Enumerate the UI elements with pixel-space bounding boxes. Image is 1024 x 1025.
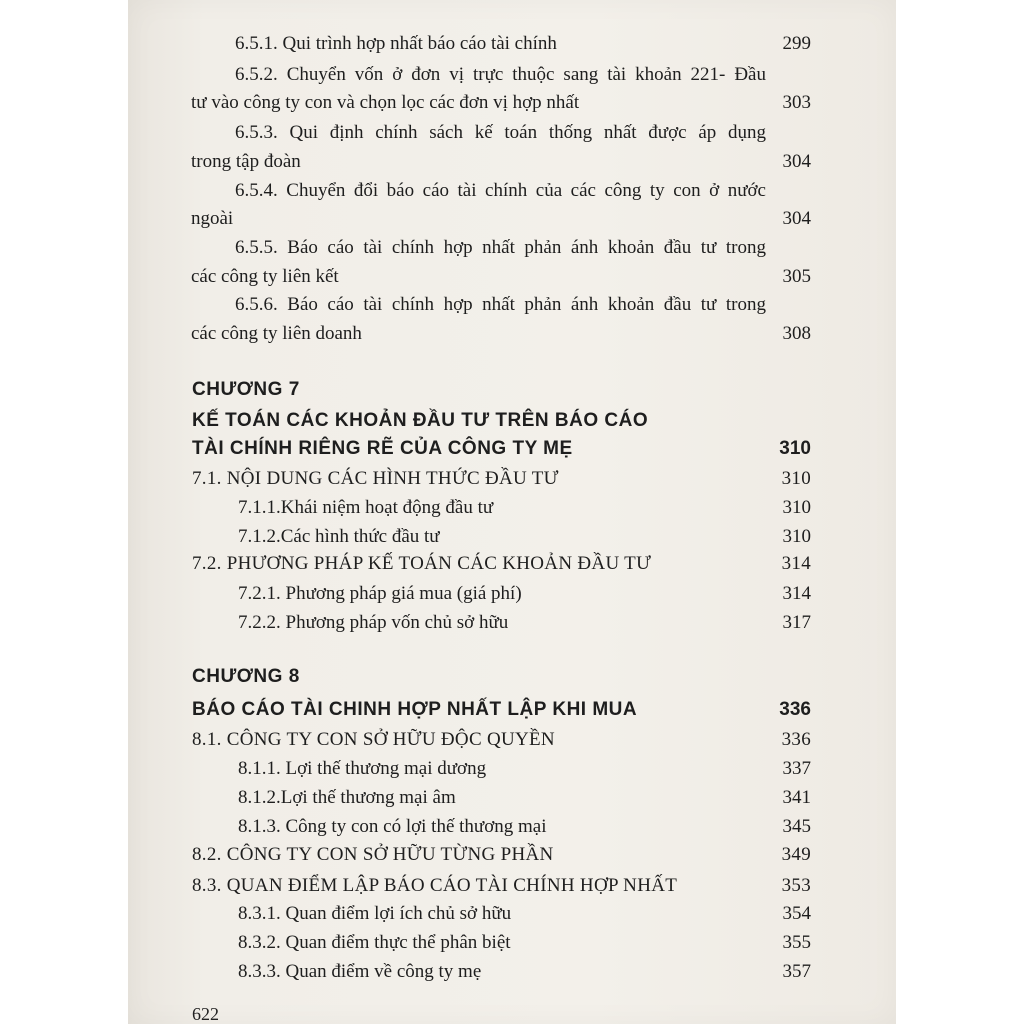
toc-entry-6-5-3-line1 [128,118,896,148]
toc-entry-8-1-3 [128,812,896,842]
toc-entry-title: 6.5.6. Báo cáo tài chính hợp nhất phản ánh khoản đầu tư trong [235,294,766,315]
toc-section-title: 7.2. PHƯƠNG PHÁP KẾ TOÁN CÁC KHOẢN ĐẦU TƯ [192,553,652,574]
chapter-7-label [128,375,896,405]
toc-section-8-2 [128,840,896,870]
toc-entry-6-5-6-line2 [128,319,896,349]
chapter-label: CHƯƠNG 7 [192,379,300,400]
toc-entry-6-5-3-line2 [128,147,896,177]
toc-entry-8-3-2 [128,928,896,958]
toc-page-number: 303 [782,92,811,113]
toc-entry-6-5-5-line2 [128,262,896,292]
toc-entry-title: 6.5.2. Chuyển vốn ở đơn vị trực thuộc sang tài khoản 221- Đầu [235,64,766,85]
toc-entry-title: 8.1.3. Công ty con có lợi thế thương mại [238,816,547,837]
toc-entry-title: 8.3.2. Quan điểm thực thể phân biệt [238,932,511,953]
toc-section-8-1 [128,725,896,755]
toc-page-number: 357 [782,961,811,982]
toc-entry-title-cont: trong tập đoàn [191,151,301,172]
toc-page-number: 337 [782,758,811,779]
toc-page-number: 310 [782,497,811,518]
toc-entry-6-5-1 [128,29,896,59]
toc-entry-title: 6.5.4. Chuyển đổi báo cáo tài chính của các công ty con ở nước [235,180,766,201]
chapter-7-title-line2 [128,434,896,464]
toc-section-title: 8.3. QUAN ĐIỂM LẬP BÁO CÁO TÀI CHÍNH HỢP NHẤT [192,875,678,896]
chapter-8-label [128,662,896,692]
toc-section-title: 7.1. NỘI DUNG CÁC HÌNH THỨC ĐẦU TƯ [192,468,559,489]
toc-entry-title: 6.5.5. Báo cáo tài chính hợp nhất phản ánh khoản đầu tư trong [235,237,766,258]
toc-entry-6-5-4-line2 [128,204,896,234]
toc-page-number: 345 [782,816,811,837]
toc-entry-6-5-6-line1 [128,290,896,320]
toc-page-number: 310 [782,526,811,547]
toc-entry-title: 7.1.1.Khái niệm hoạt động đầu tư [238,497,494,518]
toc-entry-6-5-4-line1 [128,176,896,206]
chapter-title: KẾ TOÁN CÁC KHOẢN ĐẦU TƯ TRÊN BÁO CÁO [192,410,649,431]
toc-page-number: 314 [781,553,811,574]
toc-page-number: 317 [782,612,811,633]
toc-page-number: 310 [781,468,811,489]
page-number-footer: 622 [192,1004,219,1024]
toc-entry-title: 8.1.2.Lợi thế thương mại âm [238,787,456,808]
toc-entry-8-1-2 [128,783,896,813]
chapter-8-title [128,695,896,725]
toc-page-number: 314 [782,583,811,604]
toc-entry-title: 7.1.2.Các hình thức đầu tư [238,526,440,547]
toc-entry-title: 6.5.1. Qui trình hợp nhất báo cáo tài chính [235,33,557,54]
toc-entry-title-cont: các công ty liên doanh [191,323,362,344]
toc-entry-title: 8.3.1. Quan điểm lợi ích chủ sở hữu [238,903,512,924]
toc-section-8-3 [128,871,896,901]
toc-entry-title: 7.2.1. Phương pháp giá mua (giá phí) [238,583,522,604]
chapter-page-number: 310 [779,438,811,459]
toc-entry-7-2-2 [128,608,896,638]
toc-entry-7-1-1 [128,493,896,523]
toc-page-number: 308 [782,323,811,344]
toc-entry-6-5-2-line1 [128,60,896,90]
toc-entry-title: 6.5.3. Qui định chính sách kế toán thống nhất được áp dụng [235,122,766,143]
toc-entry-title-cont: ngoài [191,208,234,229]
toc-page-number: 299 [782,33,811,54]
toc-entry-7-2-1 [128,579,896,609]
toc-page-number: 341 [782,787,811,808]
chapter-title-cont: TÀI CHÍNH RIÊNG RẼ CỦA CÔNG TY MẸ [192,438,573,459]
toc-page-number: 336 [781,729,811,750]
toc-entry-title: 7.2.2. Phương pháp vốn chủ sở hữu [238,612,509,633]
toc-entry-8-3-3 [128,957,896,987]
toc-entry-title-cont: các công ty liên kết [191,266,339,287]
toc-entry-7-1-2 [128,522,896,552]
toc-page-number: 304 [782,151,811,172]
toc-section-7-1 [128,464,896,494]
toc-page-number: 305 [782,266,811,287]
toc-entry-8-1-1 [128,754,896,784]
toc-entry-title: 8.1.1. Lợi thế thương mại dương [238,758,487,779]
toc-section-title: 8.2. CÔNG TY CON SỞ HỮU TỪNG PHẦN [192,844,554,865]
chapter-page-number: 336 [779,699,811,720]
book-page [128,0,896,1024]
toc-section-title: 8.1. CÔNG TY CON SỞ HỮU ĐỘC QUYỀN [192,729,555,750]
chapter-7-title-line1 [128,406,896,436]
toc-entry-title-cont: tư vào công ty con và chọn lọc các đơn vị hợp nhất [191,92,580,113]
toc-page-number: 354 [782,903,811,924]
chapter-title: BÁO CÁO TÀI CHINH HỢP NHẤT LẬP KHI MUA [192,699,638,720]
toc-page-number: 355 [782,932,811,953]
toc-entry-title: 8.3.3. Quan điểm về công ty mẹ [238,961,482,982]
toc-page-number: 353 [781,875,811,896]
toc-page-number: 349 [781,844,811,865]
toc-section-7-2 [128,549,896,579]
toc-page-number: 304 [782,208,811,229]
toc-entry-6-5-2-line2 [128,88,896,118]
toc-entry-8-3-1 [128,899,896,929]
chapter-label: CHƯƠNG 8 [192,666,300,687]
toc-entry-6-5-5-line1 [128,233,896,263]
